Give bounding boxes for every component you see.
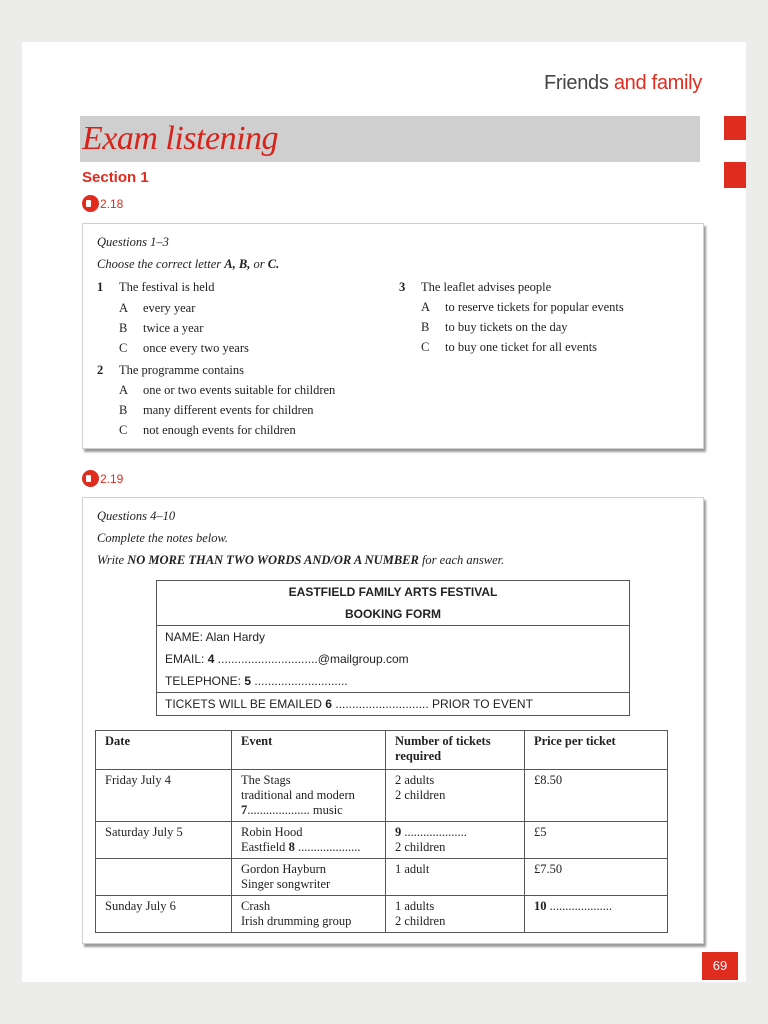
- option-1b[interactable]: B twice a year: [119, 321, 204, 335]
- table-row: [96, 822, 668, 859]
- section-title: Section 1: [82, 169, 149, 186]
- answer-blank-5[interactable]: ............................: [254, 674, 348, 688]
- header-event: Event: [232, 731, 386, 770]
- cell-event: The Stags traditional and modern 7.................... music: [232, 770, 386, 822]
- section-tab-marker: [724, 116, 746, 140]
- form-subtitle: BOOKING FORM: [345, 607, 441, 621]
- header-date: Date: [96, 731, 232, 770]
- cell-date: [96, 859, 232, 896]
- answer-blank-6[interactable]: ............................: [335, 697, 429, 711]
- form-email: EMAIL: 4 ..............................@mailgroup.com: [165, 652, 409, 666]
- option-2c[interactable]: C not enough events for children: [119, 423, 296, 437]
- answer-blank-4[interactable]: ..............................: [217, 652, 318, 666]
- option-1c[interactable]: C once every two years: [119, 341, 249, 355]
- events-table: [95, 730, 668, 933]
- instruction: Write NO MORE THAN TWO WORDS AND/OR A NUMBER for each answer.: [97, 553, 505, 567]
- cell-tickets: 2 adults 2 children: [386, 770, 525, 822]
- question-1: 1 The festival is held: [97, 280, 215, 294]
- cell-date: Saturday July 5: [96, 822, 232, 859]
- questions-1-3-box: [82, 223, 704, 449]
- audio-icon[interactable]: [82, 470, 99, 487]
- header-price: Price per ticket: [525, 731, 668, 770]
- cell-price: £8.50: [525, 770, 668, 822]
- option-2a[interactable]: A one or two events suitable for children: [119, 383, 336, 397]
- answer-blank-8[interactable]: ....................: [297, 840, 361, 854]
- cell-price: £7.50: [525, 859, 668, 896]
- cell-event: Crash Irish drumming group: [232, 896, 386, 933]
- instruction: Choose the correct letter A, B, or C.: [97, 257, 280, 271]
- audio-track-218[interactable]: [82, 195, 123, 212]
- table-row: [96, 770, 668, 822]
- cell-event: Gordon Hayburn Singer songwriter: [232, 859, 386, 896]
- cell-tickets: 1 adults 2 children: [386, 896, 525, 933]
- instruction: Complete the notes below.: [97, 531, 228, 545]
- cell-date: Sunday July 6: [96, 896, 232, 933]
- cell-event: Robin Hood Eastfield 8 ....................: [232, 822, 386, 859]
- form-telephone: TELEPHONE: 5 ............................: [165, 674, 348, 688]
- questions-4-10-box: [82, 497, 704, 944]
- question-3: 3 The leaflet advises people: [399, 280, 552, 294]
- running-head-title: Friends: [543, 72, 609, 94]
- booking-form: [156, 580, 630, 716]
- table-row: [96, 859, 668, 896]
- header-tickets: Number of tickets required: [386, 731, 525, 770]
- questions-label: Questions 4–10: [97, 509, 176, 523]
- cell-tickets: 1 adult: [386, 859, 525, 896]
- cell-price: £5: [525, 822, 668, 859]
- cell-price: 10 ....................: [525, 896, 668, 933]
- option-1a[interactable]: A every year: [119, 301, 196, 315]
- table-header-row: [96, 731, 668, 770]
- option-3b[interactable]: B to buy tickets on the day: [421, 320, 568, 334]
- cell-date: Friday July 4: [96, 770, 232, 822]
- form-title: EASTFIELD FAMILY ARTS FESTIVAL: [288, 585, 498, 599]
- page-number: 69: [702, 952, 738, 980]
- cell-tickets: 9 .................... 2 children: [386, 822, 525, 859]
- audio-track-219[interactable]: [82, 470, 123, 487]
- section-tab-marker: [724, 162, 746, 188]
- running-head: [544, 72, 702, 95]
- track-number: 2.19: [100, 471, 124, 486]
- answer-blank-10[interactable]: ....................: [549, 899, 613, 913]
- audio-icon[interactable]: [82, 195, 99, 212]
- form-name: NAME: Alan Hardy: [165, 630, 266, 644]
- track-number: 2.18: [100, 196, 124, 211]
- option-2b[interactable]: B many different events for children: [119, 403, 314, 417]
- option-3a[interactable]: A to reserve tickets for popular events: [421, 300, 624, 314]
- table-row: [96, 896, 668, 933]
- questions-label: Questions 1–3: [97, 235, 169, 249]
- running-head-accent: and family: [613, 72, 702, 94]
- answer-blank-9[interactable]: ....................: [404, 825, 467, 839]
- answer-blank-7[interactable]: ....................: [247, 803, 310, 817]
- page-title: Exam listening: [82, 120, 279, 157]
- question-2: 2 The programme contains: [97, 363, 244, 377]
- form-tickets: TICKETS WILL BE EMAILED 6 ............................ PRIOR TO EVENT: [157, 692, 629, 715]
- option-3c[interactable]: C to buy one ticket for all events: [421, 340, 598, 354]
